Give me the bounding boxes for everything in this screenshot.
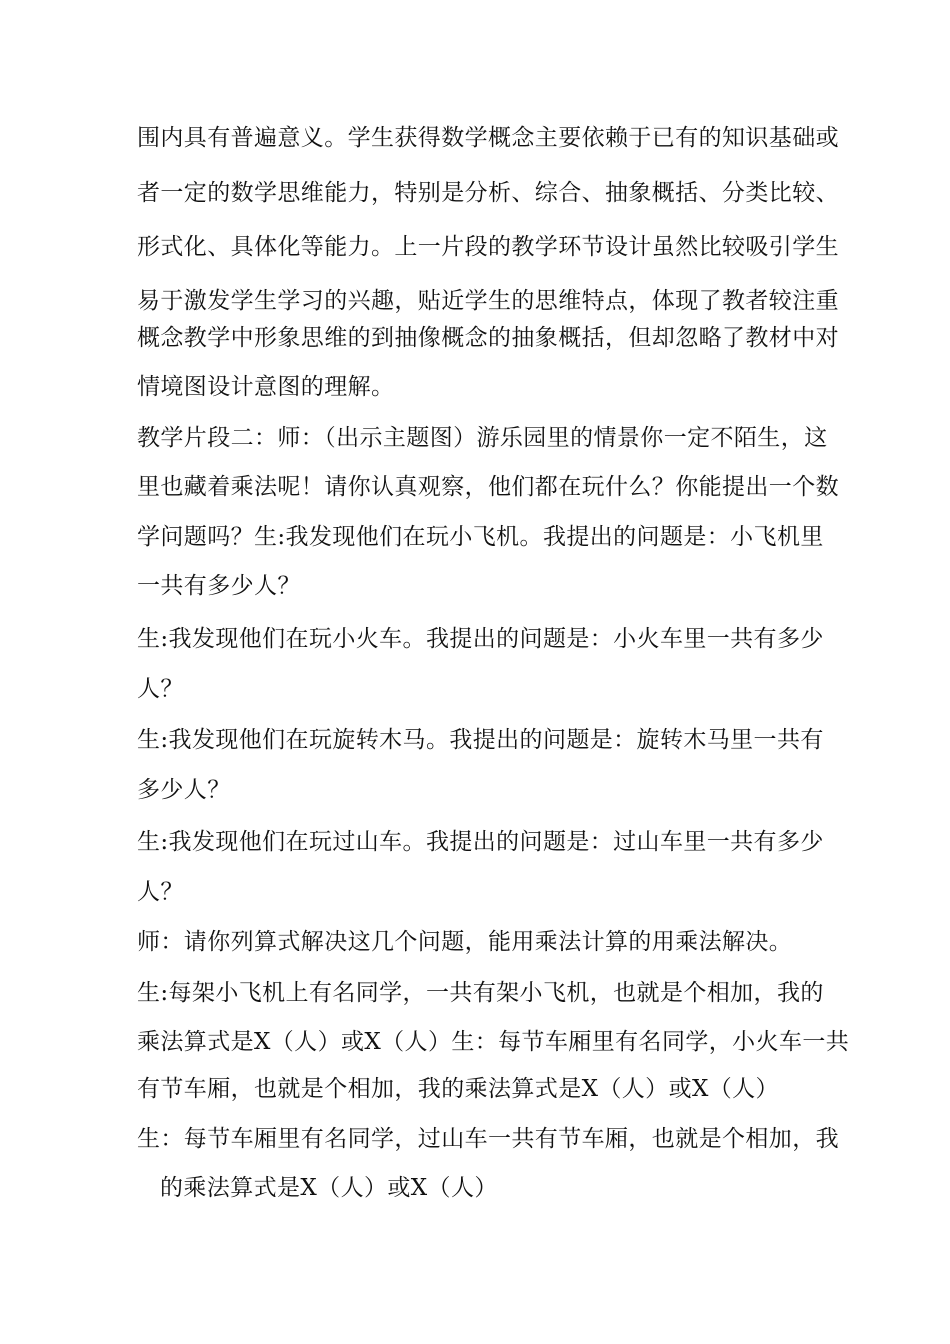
text-line: 师：请你列算式解决这几个问题，能用乘法计算的用乘法解决。 [137,929,793,955]
text-line: 人？ [137,676,184,702]
text-line: 学问题吗？生:我发现他们在玩小飞机。我提出的问题是：小飞机里 [137,524,824,550]
text-line: 的乘法算式是X（人）或X（人） [160,1175,498,1201]
text-line: 形式化、具体化等能力。上一片段的教学环节设计虽然比较吸引学生 [137,234,839,260]
text-line: 易于激发学生学习的兴趣，贴近学生的思维特点，体现了教者较注重 [137,288,839,314]
text-line: 乘法算式是X（人）或X（人）生：每节车厢里有名同学，小火车一共 [137,1029,850,1055]
text-line: 里也藏着乘法呢！请你认真观察，他们都在玩什么？你能提出一个数 [137,474,839,500]
text-line: 生:我发现他们在玩小火车。我提出的问题是：小火车里一共有多少 [137,626,824,652]
text-line: 生：每节车厢里有名同学，过山车一共有节车厢，也就是个相加，我 [137,1126,839,1152]
text-line: 概念教学中形象思维的到抽像概念的抽象概括，但却忽略了教材中对 [137,325,839,351]
text-line: 情境图设计意图的理解。 [137,374,395,400]
text-line: 生:我发现他们在玩过山车。我提出的问题是：过山车里一共有多少 [137,829,824,855]
text-line: 围内具有普遍意义。学生获得数学概念主要依赖于已有的知识基础或 [137,125,839,151]
text-line: 一共有多少人？ [137,573,301,599]
text-line: 教学片段二：师：（出示主题图）游乐园里的情景你一定不陌生，这 [137,425,828,451]
text-line: 人？ [137,879,184,905]
text-line: 生:我发现他们在玩旋转木马。我提出的问题是：旋转木马里一共有 [137,727,824,753]
text-line: 生:每架小飞机上有名同学，一共有架小飞机，也就是个相加，我的 [137,980,824,1006]
text-line: 有节车厢，也就是个相加，我的乘法算式是X（人）或X（人） [137,1076,779,1102]
text-line: 者一定的数学思维能力，特别是分析、综合、抽象概括、分类比较、 [137,180,839,206]
text-line: 多少人？ [137,777,231,803]
